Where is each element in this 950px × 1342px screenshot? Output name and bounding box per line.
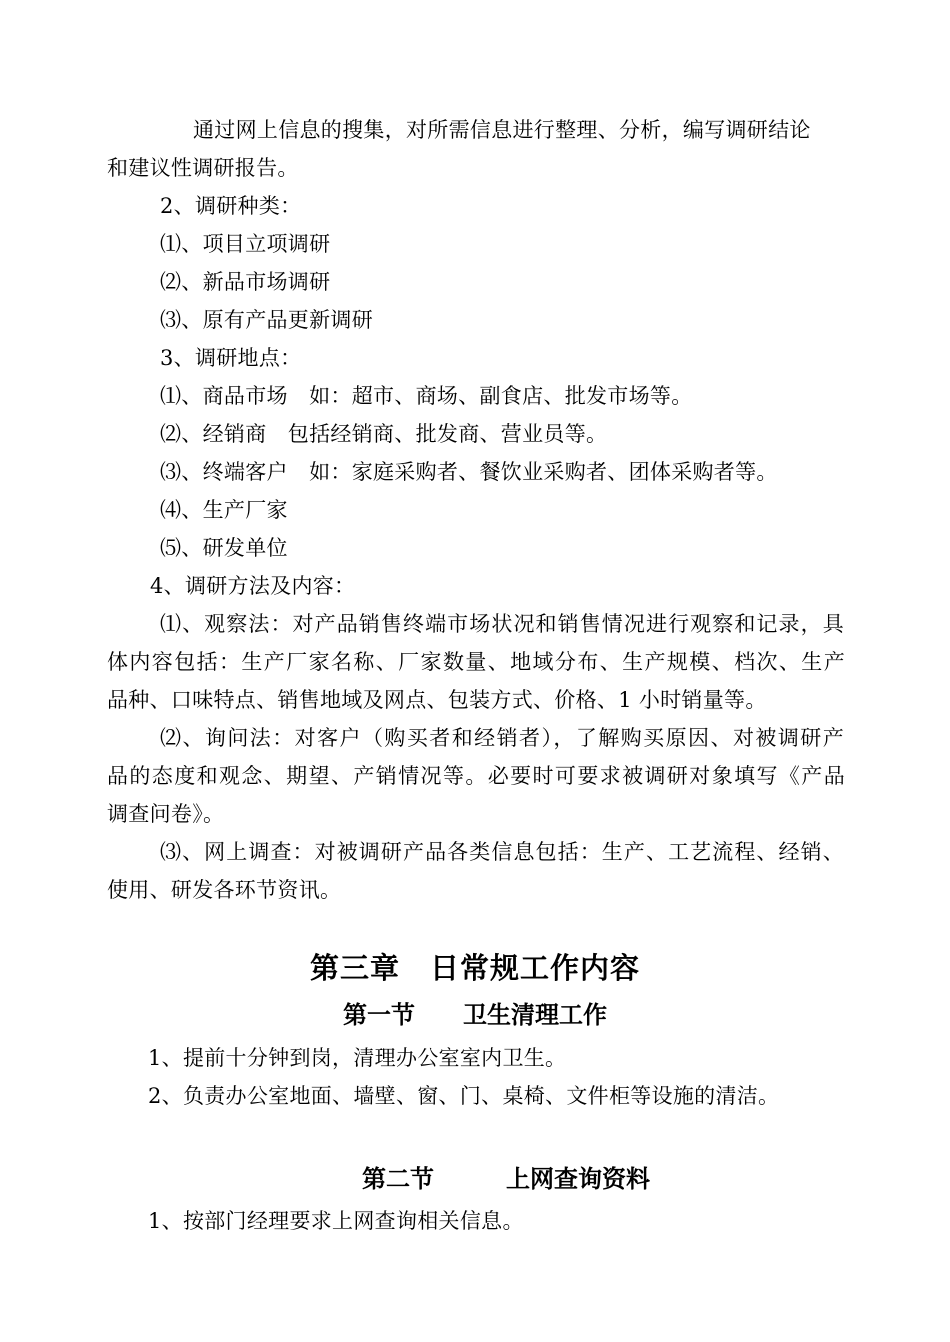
list-item: ⑵、新品市场调研 [160,270,331,294]
list-item: ⑸、研发单位 [160,536,288,560]
section-title: 第二节 上网查询资料 [362,1165,650,1193]
list-item: ⑶、终端客户 如：家庭采购者、餐饮业采购者、团体采购者等。 [160,460,778,484]
section-title: 第一节 卫生清理工作 [343,1001,607,1029]
list-item: 2、负责办公室地面、墙壁、窗、门、桌椅、文件柜等设施的清洁。 [148,1084,780,1108]
paragraph-line: 调查问卷》。 [107,802,225,826]
list-item: ⑵、经销商 包括经销商、批发商、营业员等。 [160,422,608,446]
chapter-title: 第三章 日常规工作内容 [309,951,640,985]
list-heading: 4、调研方法及内容： [150,574,356,598]
list-item: ⑶、原有产品更新调研 [160,308,373,332]
list-item: ⑴、商品市场 如：超市、商场、副食店、批发市场等。 [160,384,693,408]
paragraph-line: 品的态度和观念、期望、产销情况等。必要时可要求被调研对象填写《产品 [107,764,845,788]
list-heading: 3、调研地点： [160,346,302,370]
paragraph-line: 和建议性调研报告。 [107,156,299,180]
list-item: 1、按部门经理要求上网查询相关信息。 [148,1209,524,1233]
paragraph-line: 使用、研发各环节资讯。 [107,878,342,902]
paragraph-line: 品种、口味特点、销售地域及网点、包装方式、价格、1 小时销量等。 [107,688,767,712]
paragraph-line: ⑵、询问法：对客户（购买者和经销者），了解购买原因、对被调研产 [160,726,844,750]
list-item: ⑴、项目立项调研 [160,232,331,256]
list-item: 1、提前十分钟到岗，清理办公室室内卫生。 [148,1046,567,1070]
list-item: ⑷、生产厂家 [160,498,288,522]
paragraph-line: ⑶、网上调查：对被调研产品各类信息包括：生产、工艺流程、经销、 [160,840,844,864]
paragraph-line: 通过网上信息的搜集，对所需信息进行整理、分析，编写调研结论 [193,118,811,142]
list-heading: 2、调研种类： [160,194,302,218]
paragraph-line: 体内容包括：生产厂家名称、厂家数量、地域分布、生产规模、档次、生产 [107,650,845,674]
paragraph-line: ⑴、观察法：对产品销售终端市场状况和销售情况进行观察和记录，具 [160,612,844,636]
